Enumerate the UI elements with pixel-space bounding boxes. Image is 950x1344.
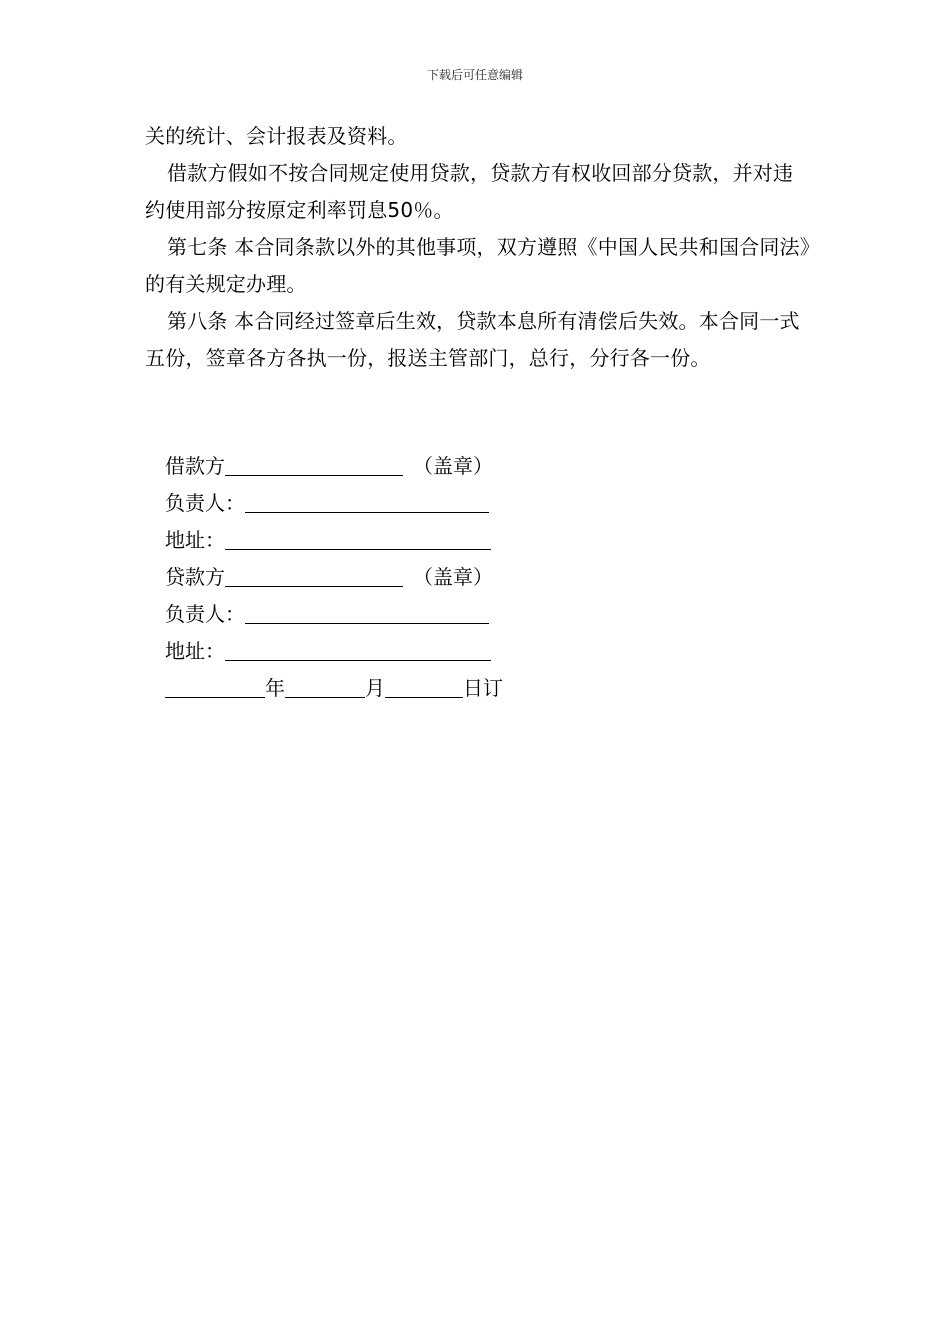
lender-line xyxy=(165,559,665,596)
paragraph-penalty: 借款方假如不按合同规定使用贷款，贷款方有权收回部分贷款，并对违约使用部分按原定利率罚息50％。 xyxy=(145,161,794,222)
lender-address-line xyxy=(165,633,665,670)
borrower-label: 借款方 xyxy=(165,454,225,478)
borrower-person-blank xyxy=(245,490,489,513)
lender-person-label: 负责人： xyxy=(165,602,245,626)
borrower-address-blank xyxy=(225,527,491,550)
paragraph-article-7: 第七条 本合同条款以外的其他事项，双方遵照《中国人民共和国合同法》的有关规定办理。 xyxy=(145,235,810,296)
signature-block xyxy=(165,448,665,707)
lender-seal: （盖章） xyxy=(413,565,493,589)
lender-address-label: 地址： xyxy=(165,639,225,663)
borrower-line xyxy=(165,448,665,485)
page-header: 下载后可任意编辑 xyxy=(426,68,523,82)
year-label: 年 xyxy=(265,676,285,700)
lender-label: 贷款方 xyxy=(165,565,225,589)
lender-person-blank xyxy=(245,601,489,624)
month-blank xyxy=(285,675,365,698)
date-line xyxy=(165,670,665,707)
paragraph-continuation: 关的统计、会计报表及资料。 xyxy=(145,124,408,148)
year-blank xyxy=(165,675,265,698)
day-blank xyxy=(385,675,463,698)
day-label: 日订 xyxy=(463,676,503,700)
borrower-blank xyxy=(225,453,403,476)
paragraph-article-8: 第八条 本合同经过签章后生效，贷款本息所有清偿后失效。本合同一式五份，签章各方各执一份，报送主管部门，总行，分行各一份。 xyxy=(145,309,800,370)
contract-body xyxy=(145,118,810,377)
borrower-person-label: 负责人： xyxy=(165,491,245,515)
borrower-person-line xyxy=(165,485,665,522)
month-label: 月 xyxy=(365,676,385,700)
lender-person-line xyxy=(165,596,665,633)
lender-address-blank xyxy=(225,638,491,661)
borrower-address-label: 地址： xyxy=(165,528,225,552)
lender-blank xyxy=(225,564,403,587)
borrower-address-line xyxy=(165,522,665,559)
borrower-seal: （盖章） xyxy=(413,454,493,478)
